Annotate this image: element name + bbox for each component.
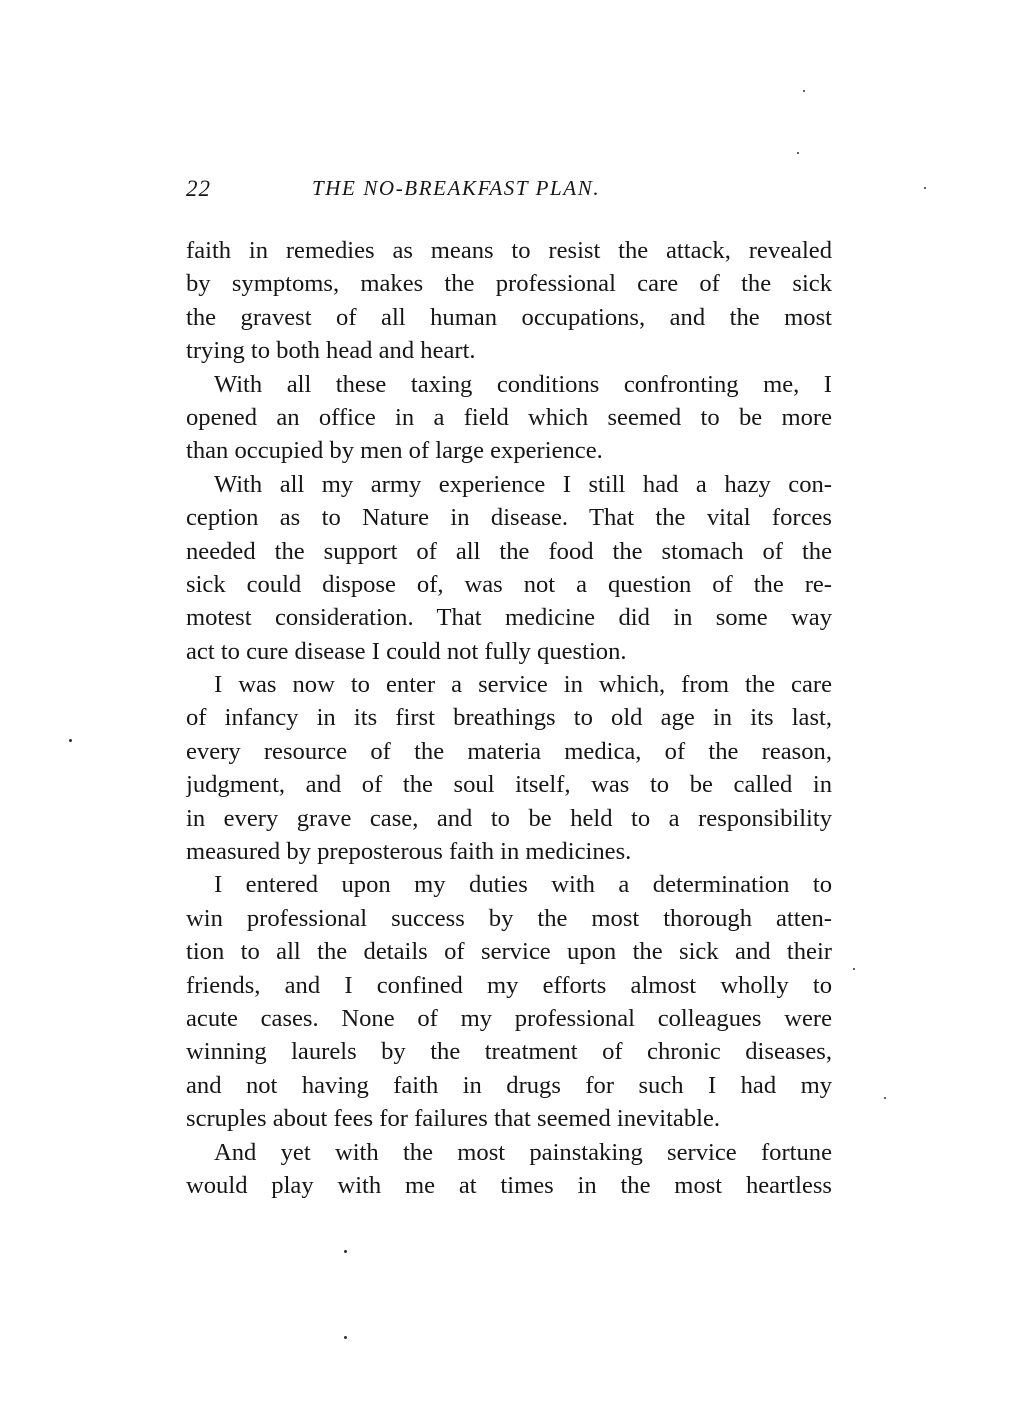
text-line: needed the support of all the food the stomach of the: [186, 537, 832, 565]
text-line: and not having faith in drugs for such I had my: [186, 1071, 832, 1099]
text-line: by symptoms, makes the professional care of the sick: [186, 270, 832, 298]
scan-speck: [803, 90, 805, 92]
scan-speck: [853, 968, 855, 970]
text-line: in every grave case, and to be held to a responsibility: [186, 804, 832, 832]
scan-speck: [344, 1250, 347, 1253]
scan-speck: [797, 152, 799, 154]
text-line: would play with me at times in the most heartless: [186, 1171, 832, 1199]
text-line: I entered upon my duties with a determination to: [214, 871, 832, 899]
text-line: every resource of the materia medica, of the reason,: [186, 737, 832, 765]
text-line: the gravest of all human occupations, and the most: [186, 303, 832, 331]
text-line: tion to all the details of service upon the sick and their: [186, 938, 832, 966]
text-line: scruples about fees for failures that seemed inevitable.: [186, 1105, 721, 1133]
text-line: winning laurels by the treatment of chronic diseases,: [186, 1038, 832, 1066]
page-header: [186, 176, 832, 206]
text-line: judgment, and of the soul itself, was to be called in: [186, 771, 832, 799]
text-line: acute cases. None of my professional colleagues were: [186, 1004, 832, 1032]
text-line: measured by preposterous faith in medicines.: [186, 838, 632, 866]
text-line: ception as to Nature in disease. That the vital forces: [186, 504, 832, 532]
page-number: 22: [186, 176, 211, 201]
text-line: of infancy in its first breathings to old age in its last,: [186, 704, 832, 732]
scan-speck: [69, 739, 72, 742]
paragraph-4: [186, 668, 832, 868]
paragraph-5: [186, 868, 832, 1135]
text-line: With all my army experience I still had a hazy con-: [214, 470, 832, 498]
scan-speck: [884, 1097, 886, 1099]
running-title: THE NO-BREAKFAST PLAN.: [312, 176, 601, 200]
text-line: opened an office in a field which seemed to be more: [186, 403, 832, 431]
text-line: win professional success by the most thorough atten-: [186, 904, 832, 932]
text-line: than occupied by men of large experience.: [186, 437, 603, 465]
text-line: And yet with the most painstaking service fortune: [214, 1138, 832, 1166]
text-line: trying to both head and heart.: [186, 337, 476, 365]
text-line: act to cure disease I could not fully question.: [186, 637, 627, 665]
paragraph-6: [186, 1136, 832, 1203]
paragraph-3: [186, 468, 832, 668]
paragraph-1: [186, 234, 832, 368]
text-line: friends, and I confined my efforts almost wholly to: [186, 971, 832, 999]
text-line: faith in remedies as means to resist the attack, revealed: [186, 237, 832, 264]
scan-speck: [344, 1336, 347, 1339]
text-line: sick could dispose of, was not a question of the re-: [186, 570, 832, 598]
scan-speck: [924, 187, 926, 189]
body-text: [186, 234, 832, 1202]
text-line: I was now to enter a service in which, from the care: [214, 671, 832, 699]
text-line: motest consideration. That medicine did in some way: [186, 604, 832, 632]
paragraph-2: [186, 368, 832, 468]
text-line: With all these taxing conditions confronting me, I: [214, 370, 832, 398]
